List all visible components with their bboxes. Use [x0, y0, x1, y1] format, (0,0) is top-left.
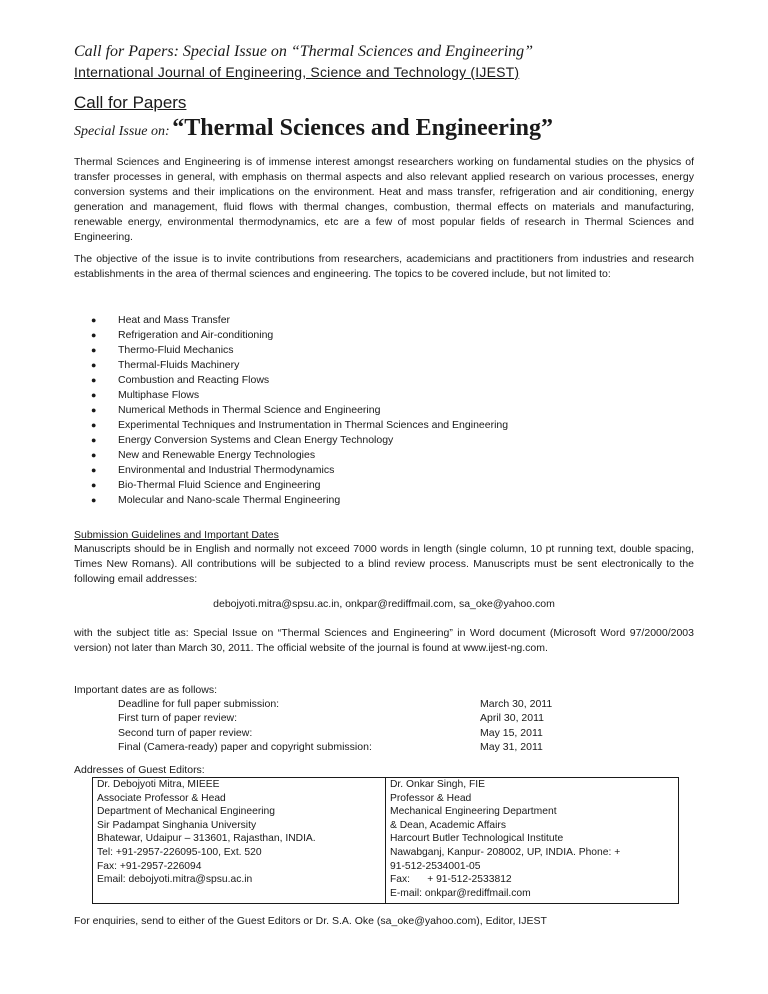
date-value: May 15, 2011 — [480, 726, 543, 739]
submission-guidelines: Manuscripts should be in English and normally not exceed 7000 words in length (single column, 10 pt running text, double spacing, Times New Romans). All contributions will be subjected to a blind review process. Manuscripts must be sent electronically to the following email addresses: — [74, 543, 694, 585]
call-for-papers-heading: Call for Papers — [74, 93, 187, 112]
editor-left-cell: Dr. Debojyoti Mitra, MIEEE Associate Professor & Head Department of Mechanical Engineering Sir Padampat Singhania University Bhatewar, Udaipur – 313601, Rajasthan, INDIA. Tel: +91-2957-226095-100, Ext. 520 Fax: +91-2957-226094 Email: debojyoti.mitra@spsu.ac.in — [97, 779, 316, 886]
subject-note: with the subject title as: Special Issue on “Thermal Sciences and Engineering” in Word document (Microsoft Word 97/2000/2003 version) not later than March 30, 2011. The official website of the journal is found at www.ijest-ng.com. — [74, 627, 694, 654]
date-label: First turn of paper review: — [118, 712, 238, 725]
intro-paragraph: Thermal Sciences and Engineering is of immense interest amongst researchers working on fundamental studies on the physics of transfer processes in general, with emphasis on thermal aspects and also relevant applied research on various processes, energy conversion systems and their implications on the environment. Heat and mass transfer, refrigeration and air conditioning, energy generation and management, fluid flows with thermal changes, combustion, thermal effects on materials and manufacturing, renewable energy, environmental thermodynamics, etc are a few of most popular fields of research in Thermal Sciences and Engineering. — [74, 156, 694, 243]
bullet-icon: ● — [91, 405, 97, 415]
bullet-icon: ● — [91, 480, 97, 490]
running-title: Call for Papers: Special Issue on “Thermal Sciences and Engineering” — [74, 43, 534, 60]
list-item: ● Energy Conversion Systems and Clean Energy Technology — [91, 434, 394, 446]
journal-name: International Journal of Engineering, Science and Technology (IJEST) — [74, 64, 520, 80]
list-item: ● Heat and Mass Transfer — [91, 314, 231, 326]
date-row — [118, 726, 718, 740]
date-value: May 31, 2011 — [480, 740, 543, 753]
bullet-icon: ● — [91, 465, 97, 475]
list-item: ● Bio-Thermal Fluid Science and Engineering — [91, 479, 321, 491]
date-value: April 30, 2011 — [480, 712, 545, 725]
enquiry-note: For enquiries, send to either of the Guest Editors or Dr. S.A. Oke (sa_oke@yahoo.com), Editor, IJEST — [74, 915, 547, 927]
bullet-icon: ● — [91, 495, 97, 505]
list-item: ● Refrigeration and Air-conditioning — [91, 329, 274, 341]
bullet-icon: ● — [91, 420, 97, 430]
special-issue-label: Special Issue on: — [74, 124, 170, 139]
date-value: March 30, 2011 — [480, 698, 553, 710]
editors-intro: Addresses of Guest Editors: — [74, 764, 205, 776]
bullet-icon: ● — [91, 390, 97, 400]
submission-emails: debojyoti.mitra@spsu.ac.in, onkpar@rediffmail.com, sa_oke@yahoo.com — [213, 598, 555, 610]
date-row — [118, 697, 718, 711]
list-item: ● Molecular and Nano-scale Thermal Engineering — [91, 494, 341, 506]
list-item: ● Numerical Methods in Thermal Science and Engineering — [91, 404, 381, 416]
date-label: Second turn of paper review: — [118, 726, 253, 739]
editor-right-cell: Dr. Onkar Singh, FIE Professor & Head Mechanical Engineering Department & Dean, Academic Affairs Harcourt Butler Technological Institute Nawabganj, Kanpur- 208002, UP, INDIA. Phone: + 91-512-2534001-05 Fax: + 91-512-2533812 E-mail: onkpar@rediffmail.com — [385, 778, 678, 903]
date-row — [118, 711, 718, 725]
important-dates — [118, 697, 718, 754]
topics-list — [74, 313, 508, 508]
submission-heading: Submission Guidelines and Important Dates — [74, 529, 279, 541]
list-item: ● Experimental Techniques and Instrumentation in Thermal Sciences and Engineering — [91, 419, 509, 431]
date-label: Deadline for full paper submission: — [118, 698, 280, 710]
list-item: ● Combustion and Reacting Flows — [91, 374, 270, 386]
bullet-icon: ● — [91, 345, 97, 355]
bullet-icon: ● — [91, 330, 97, 340]
list-item: ● Multiphase Flows — [91, 389, 200, 401]
list-item: ● Thermo-Fluid Mechanics — [91, 344, 234, 356]
dates-intro: Important dates are as follows: — [74, 684, 217, 696]
list-item: ● Thermal-Fluids Machinery — [91, 359, 240, 371]
list-item: ● Environmental and Industrial Thermodynamics — [91, 464, 335, 476]
bullet-icon: ● — [91, 435, 97, 445]
guest-editors-table — [92, 777, 679, 904]
list-item: ● New and Renewable Energy Technologies — [91, 449, 316, 461]
bullet-icon: ● — [91, 450, 97, 460]
bullet-icon: ● — [91, 375, 97, 385]
special-issue-topic: “Thermal Sciences and Engineering” — [172, 115, 553, 141]
bullet-icon: ● — [91, 360, 97, 370]
special-issue-title — [74, 113, 714, 148]
date-row — [118, 740, 718, 754]
bullet-icon: ● — [91, 315, 97, 325]
date-label: Final (Camera-ready) paper and copyright submission: — [118, 740, 372, 753]
objective-paragraph: The objective of the issue is to invite contributions from researchers, academicians and practitioners from industries and research establishments in the area of thermal sciences and engineering. The topics to be covered include, but not limited to: — [74, 253, 694, 280]
